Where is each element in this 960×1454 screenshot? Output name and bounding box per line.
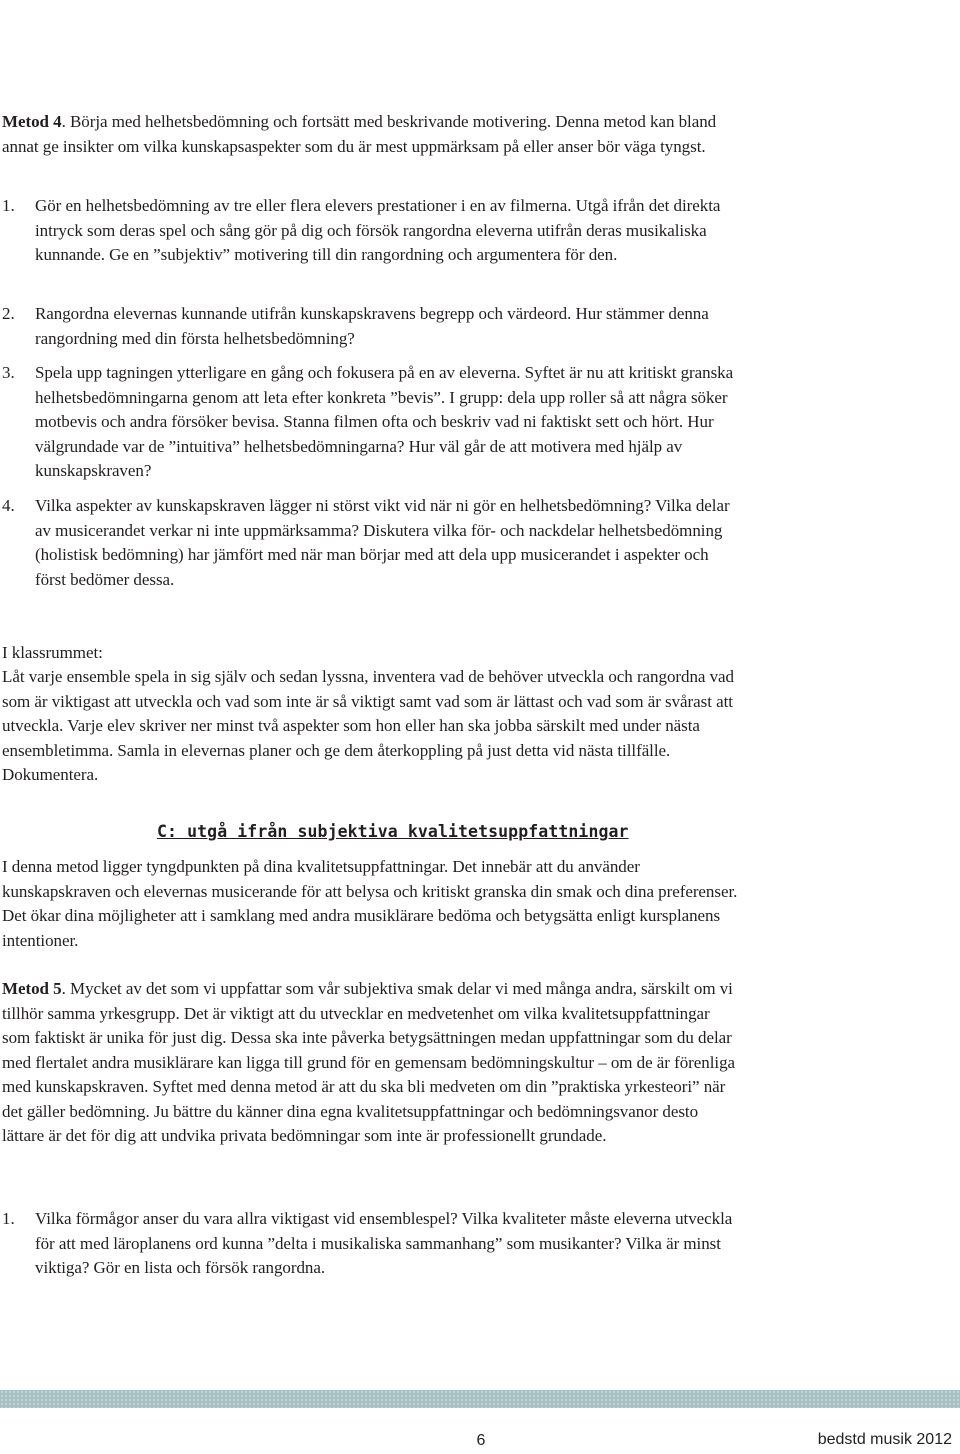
klassrummet-text: Låt varje ensemble spela in sig själv och sedan lyssna, inventera vad de behöver utveckla och rangordna vad som är viktigast att utveckla och vad som inte är så viktigt samt vad som är lättast och vad som är svårast att utveckla. Varje elev skriver ner minst två aspekter som hon eller han ska jobba särskilt med under nästa ensembletimma. Samla in elevernas planer och ge dem återkoppling på just detta vid nästa tillfälle. Dokumentera. (2, 667, 735, 784)
list-number: 1. (2, 196, 15, 215)
list-number: 4. (2, 496, 15, 515)
page-number: 6 (476, 1432, 486, 1449)
list-text: Gör en helhetsbedömning av tre eller flera elevers prestationer i en av filmerna. Utgå ifrån det direkta intryck som deras spel och sång gör på dig och försök rangordna eleverna utifrån deras musikaliska kunnande. Ge en ”subjektiv” motivering till din rangordning och argumentera för den. (35, 196, 721, 264)
list-text: Rangordna elevernas kunnande utifrån kunskapskravens begrepp och värdeord. Hur stämmer denna rangordning med din första helhetsbedömning? (35, 304, 709, 348)
list-number: 2. (2, 304, 15, 323)
section-c-heading: C: utgå ifrån subjektiva kvalitetsuppfattningar (157, 822, 629, 841)
list-text: Vilka förmågor anser du vara allra viktigast vid ensemblespel? Vilka kvaliteter måste eleverna utveckla för att med läroplanens ord kunna ”delta i musikaliska sammanhang” som musikanter? Vilka är minst viktiga? Gör en lista och försök rangordna. (35, 1209, 733, 1277)
footer-label: bedstd musik 2012 (817, 1431, 952, 1448)
list-text: Spela upp tagningen ytterligare en gång och fokusera på en av eleverna. Syftet är nu att kritiskt granska helhetsbedömningarna genom att leta efter konkreta ”bevis”. I grupp: dela upp roller så att några söker motbevis och andra försöker bevisa. Stanna filmen ofta och beskriv vad ni faktiskt sett och hört. Hur välgrundade var de ”intuitiva” helhetsbedömningarna? Hur väl går de att motivera med hjälp av kunskapskraven? (35, 363, 734, 480)
metod4-text: . Börja med helhetsbedömning och fortsätt med beskrivande motivering. Denna metod kan bland annat ge insikter om vilka kunskapsaspekter som du är mest uppmärksam på eller anser bör väga tyngst. (2, 112, 717, 156)
metod5-paragraph (2, 977, 742, 1149)
metod5-label: Metod 5 (2, 979, 62, 998)
section-c-intro: I denna metod ligger tyngdpunkten på dina kvalitetsuppfattningar. Det innebär att du använder kunskapskraven och elevernas musicerande för att belysa och kritiskt granska din smak och dina preferenser. Det ökar dina möjligheter att i samklang med andra musiklärare bedöma och betygsätta enligt kursplanens intentioner. (2, 857, 738, 950)
metod4-item-3 (2, 361, 742, 484)
list-text: Vilka aspekter av kunskapskraven lägger ni störst vikt vid när ni gör en helhetsbedömning? Vilka delar av musicerandet verkar ni inte uppmärksamma? Diskutera vilka för- och nackdelar helhetsbedömning (holistisk bedömning) har jämfört med när man börjar med att dela upp musicerandet i aspekter och först bedömer dessa. (35, 496, 730, 589)
metod5-text: . Mycket av det som vi uppfattar som vår subjektiva smak delar vi med många andra, särskilt om vi tillhör samma yrkesgrupp. Det är viktigt att du utvecklar en medvetenhet om vilka kvalitetsuppfattningar som faktiskt är unika för just dig. Dessa ska inte påverka betygsättningen medan uppfattningar som du delar med flertalet andra musiklärare kan ligga till grund för en gemensam bedömningskultur – om de är förenliga med kunskapskraven. Syftet med denna metod är att du ska bli medveten om din ”praktiska yrkesteori” när det gäller bedömning. Ju bättre du känner dina egna kvalitetsuppfattningar och bedömningsvanor desto lättare är det för dig att undvika privata bedömningar som inte är professionellt grundade. (2, 979, 736, 1145)
footer-band (0, 1390, 960, 1408)
metod5-item-1 (2, 1207, 742, 1281)
metod4-item-4 (2, 494, 742, 592)
metod4-label: Metod 4 (2, 112, 62, 131)
metod4-intro (2, 110, 742, 159)
list-number: 3. (2, 363, 15, 382)
metod4-item-2 (2, 302, 742, 351)
metod4-item-1 (2, 194, 742, 268)
list-number: 1. (2, 1209, 15, 1228)
klassrummet-title: I klassrummet: (2, 643, 103, 662)
